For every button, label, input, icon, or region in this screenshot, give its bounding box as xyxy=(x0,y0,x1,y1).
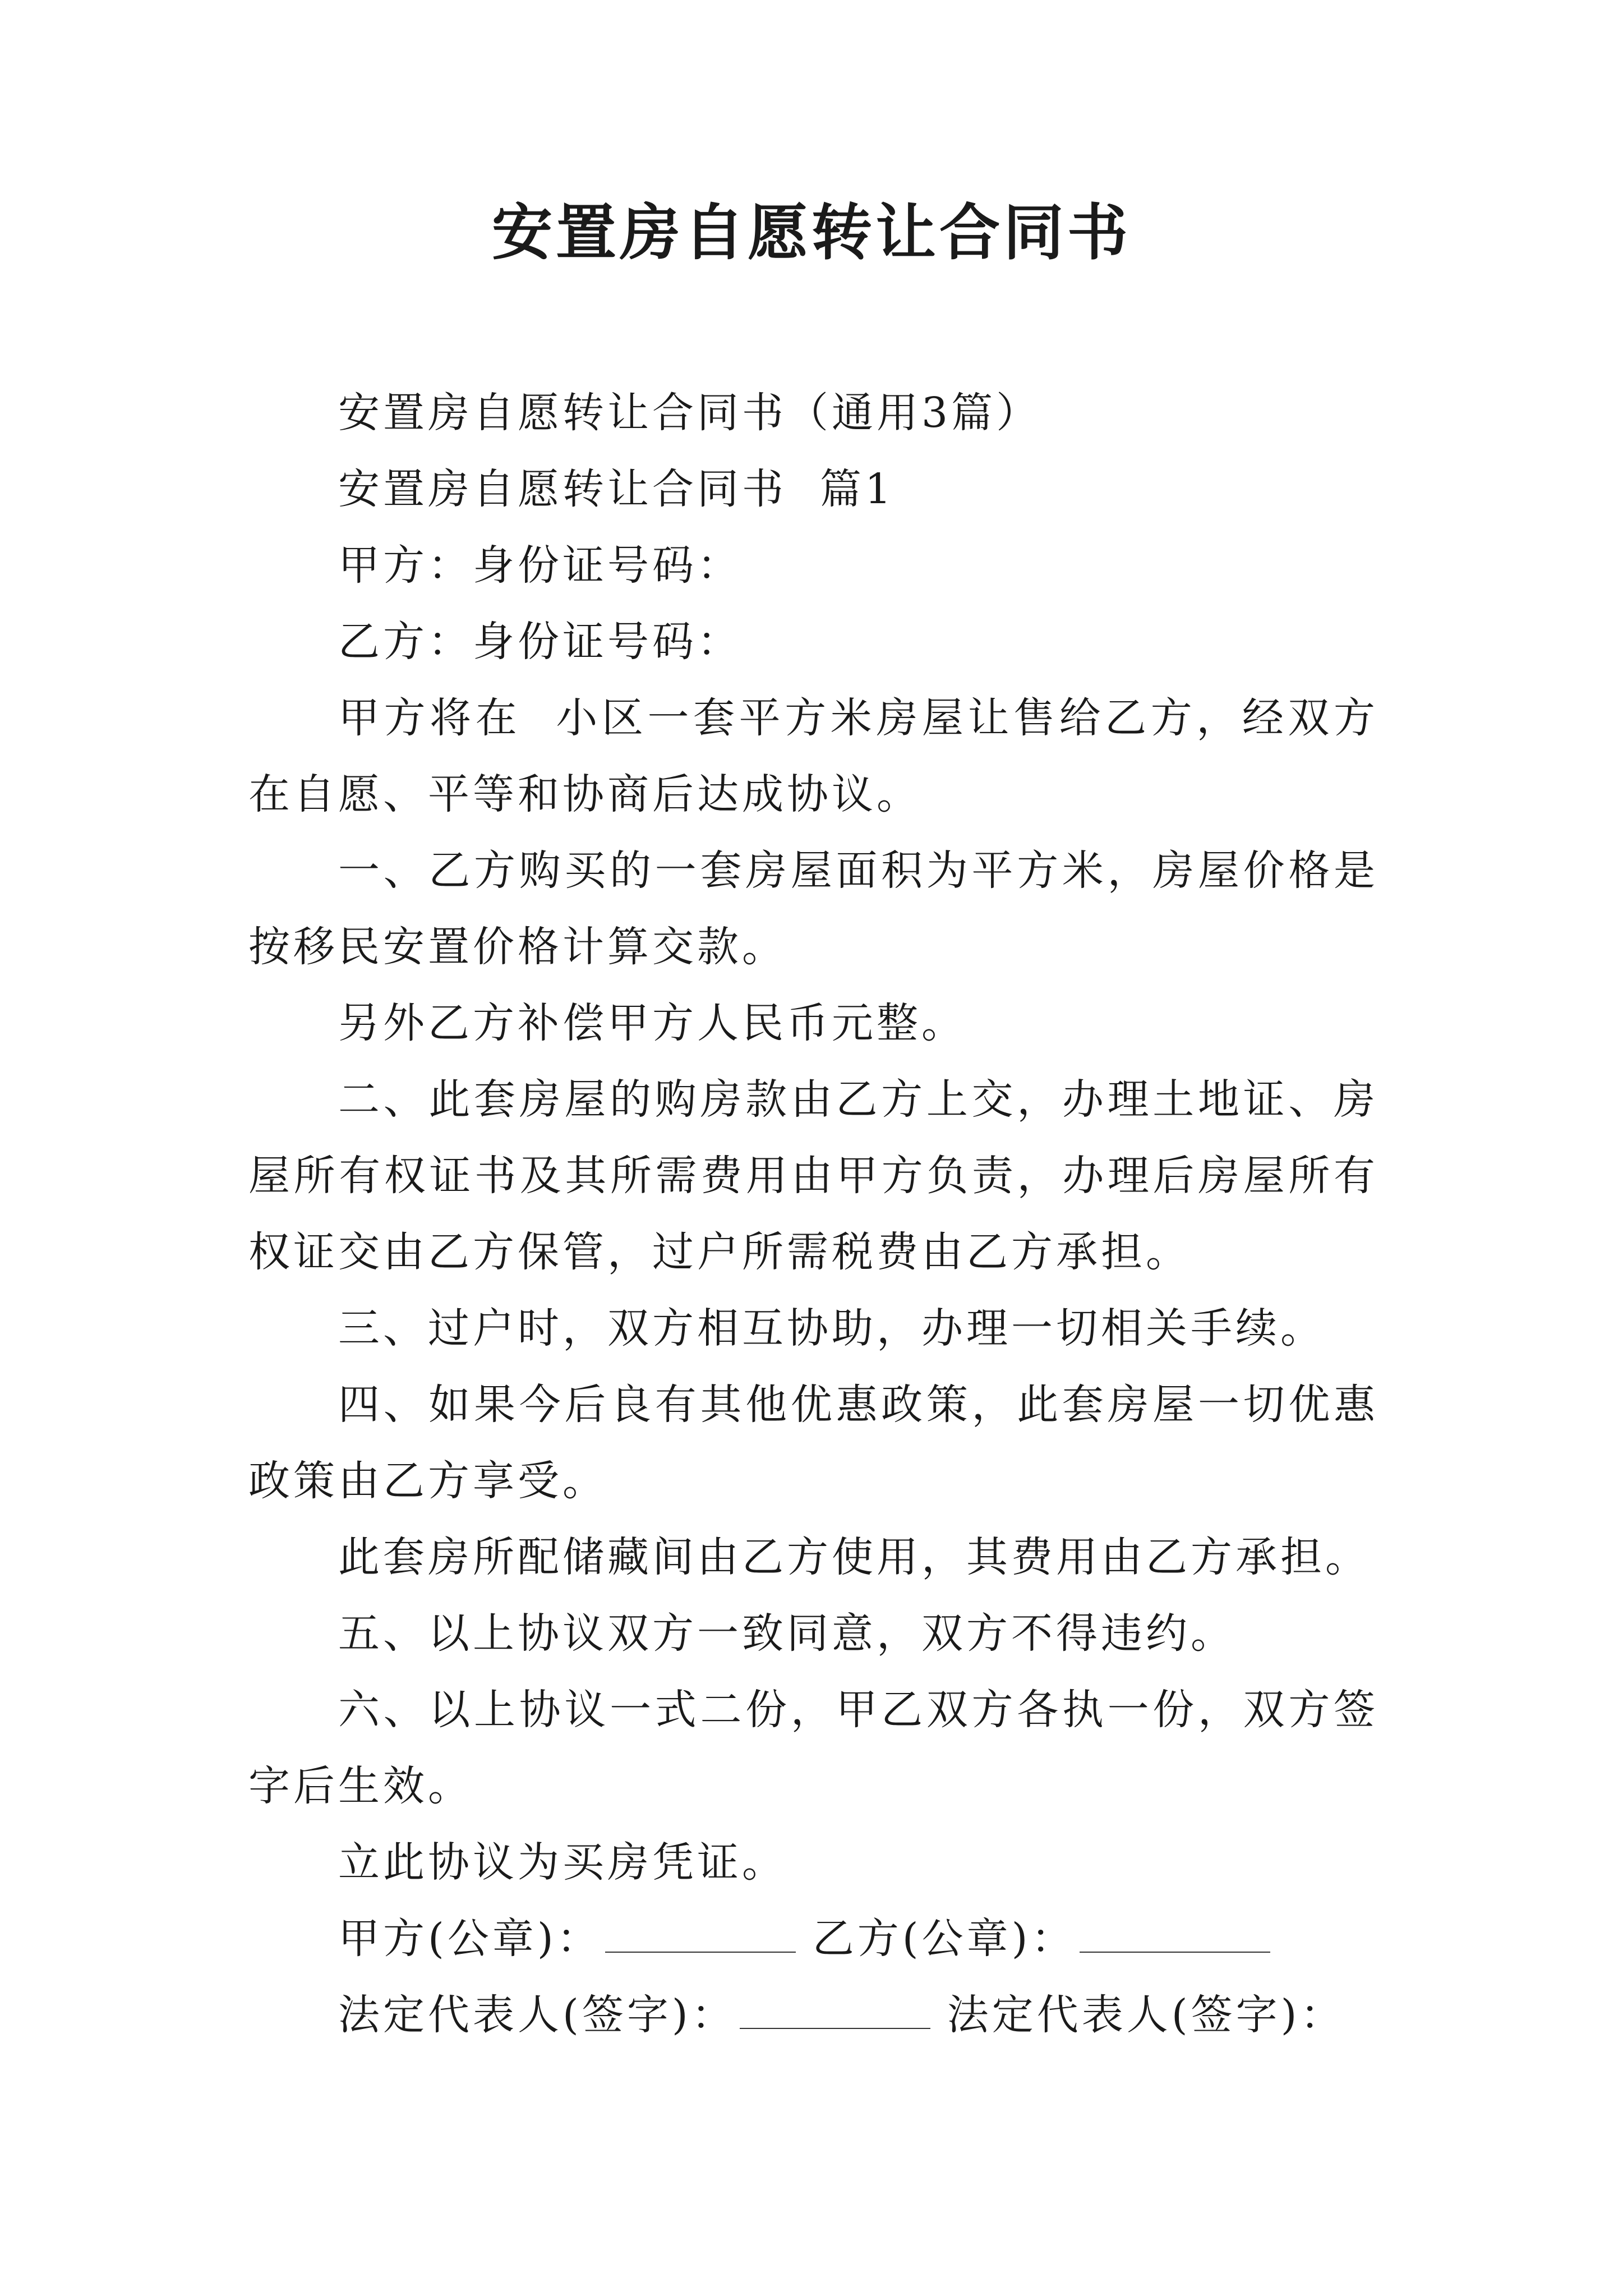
paragraph-clause-3: 三、过户时，双方相互协助，办理一切相关手续。 xyxy=(338,1304,1325,1352)
rep-a-label: 法定代表人(签字)： xyxy=(338,1991,736,2039)
rep-a-blank xyxy=(740,1989,930,2029)
paragraph-clause-2: 二、此套房屋的购房款由乙方上交，办理土地证、房屋所有权证书及其所需费用由甲方负责，办理后房屋所有权证交由乙方保管，过户所需税费由乙方承担。 xyxy=(248,1075,1378,1276)
paragraph-clause-1: 一、乙方购买的一套房屋面积为平方米，房屋价格是按移民安置价格计算交款。 xyxy=(248,846,1378,971)
paragraph-party-b: 乙方：身份证号码： xyxy=(338,618,742,666)
paragraph-proof: 立此协议为买房凭证。 xyxy=(338,1838,787,1887)
paragraph-section-title: 安置房自愿转让合同书 篇1 xyxy=(338,465,895,513)
party-b-seal-blank xyxy=(1080,1912,1270,1953)
party-b-seal-label: 乙方(公章)： xyxy=(812,1915,1076,1963)
paragraph-intro: 甲方将在 小区一套平方米房屋让售给乙方，经双方在自愿、平等和协商后达成协议。 xyxy=(248,694,1378,818)
paragraph-heading: 安置房自愿转让合同书（通用3篇） xyxy=(338,389,1041,437)
representative-signature-line xyxy=(248,1977,1378,2053)
party-a-seal-label: 甲方(公章)： xyxy=(338,1915,602,1963)
seal-signature-line xyxy=(248,1901,1378,1977)
paragraph-clause-5: 五、以上协议双方一致同意，双方不得违约。 xyxy=(338,1609,1235,1658)
document-title: 安置房自愿转让合同书 xyxy=(491,197,1131,268)
paragraph-clause-6: 六、以上协议一式二份，甲乙双方各执一份，双方签字后生效。 xyxy=(248,1686,1378,1810)
paragraph-party-a: 甲方：身份证号码： xyxy=(338,541,742,590)
document-body xyxy=(248,375,1378,2053)
rep-b-label: 法定代表人(签字)： xyxy=(947,1991,1345,2039)
party-a-seal-blank xyxy=(605,1912,796,1953)
paragraph-compensation: 另外乙方补偿甲方人民币元整。 xyxy=(338,999,966,1047)
paragraph-clause-4: 四、如果今后良有其他优惠政策，此套房屋一切优惠政策由乙方享受。 xyxy=(248,1381,1378,1505)
paragraph-storage: 此套房所配储藏间由乙方使用，其费用由乙方承担。 xyxy=(338,1533,1370,1581)
